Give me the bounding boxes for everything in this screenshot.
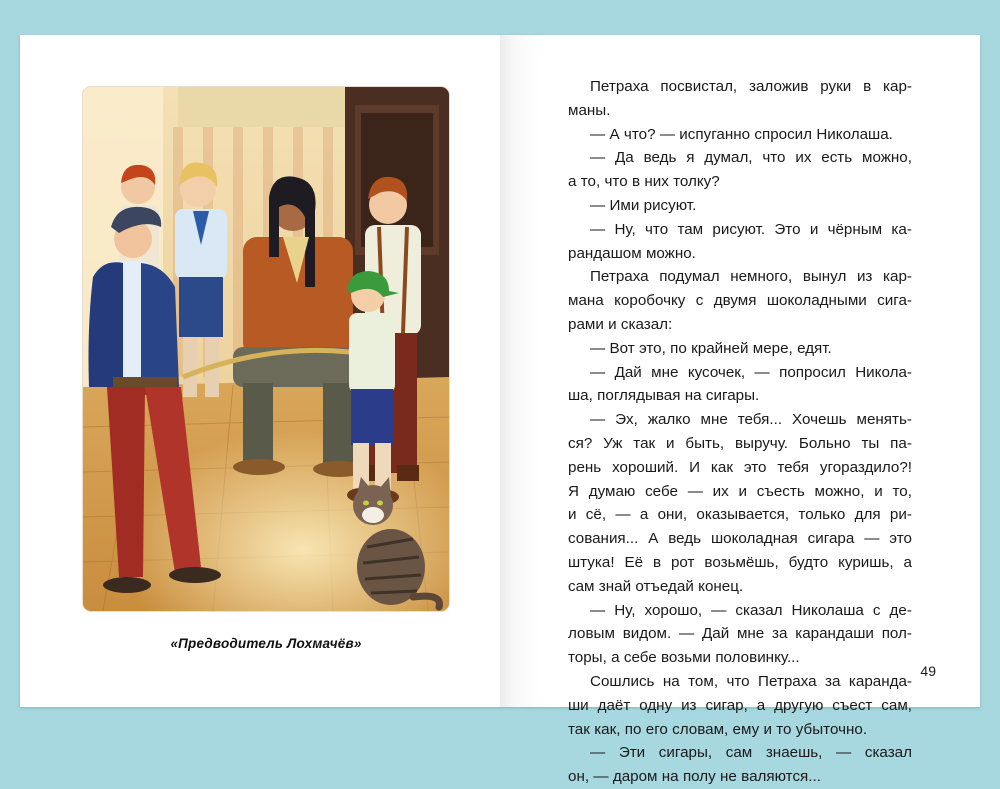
text-line: — А что? — испуганно спросил Николаша. bbox=[590, 125, 893, 143]
text-line: сам знай отъедай конец. bbox=[568, 577, 744, 595]
text-line: — Эх, жалко мне тебя... Хочешь менять- bbox=[590, 411, 912, 429]
book-illustration bbox=[83, 87, 449, 611]
text-line: — Ну, хорошо, — сказал Николаша с де- bbox=[590, 601, 912, 619]
text-line: рень хороший. И как это тебя угораздило?! bbox=[568, 458, 912, 476]
text-line: рами и сказал: bbox=[568, 315, 673, 333]
text-line: ша, поглядывая на сигары. bbox=[568, 387, 760, 405]
text-line: — Ими рисуют. bbox=[590, 196, 697, 214]
text-line: он, — даром на полу не валяются... bbox=[568, 768, 821, 786]
text-line: мана коробочку с двумя шоколадными сига- bbox=[568, 292, 912, 310]
left-page bbox=[20, 35, 500, 707]
text-line: Петраха посвистал, заложив руки в кар- bbox=[590, 78, 912, 95]
text-line: а то, что в них толку? bbox=[568, 173, 720, 191]
text-line: — Вот это, по крайней мере, едят. bbox=[590, 339, 832, 357]
illustration-caption: «Предводитель Лохмачёв» bbox=[170, 636, 362, 651]
text-line: ся? Уж так и быть, выручу. Больно ты па- bbox=[568, 434, 912, 452]
text-line: так как, по его словам, ему и то убыточно. bbox=[568, 720, 868, 738]
illustration-drawing bbox=[83, 87, 449, 611]
text-line: торы, а себе возьми половинку... bbox=[568, 649, 800, 667]
text-line: ловым видом. — Дай мне за карандаши пол- bbox=[568, 625, 912, 643]
page-number: 49 bbox=[920, 663, 936, 679]
right-page bbox=[500, 35, 980, 786]
text-line: Я думаю себе — их и съесть можно, и то, bbox=[568, 482, 912, 500]
text-line: маны. bbox=[568, 101, 611, 119]
text-line: — Эти сигары, сам знаешь, — сказал bbox=[590, 744, 912, 762]
story-text bbox=[568, 75, 912, 789]
text-line: рандашом можно. bbox=[568, 244, 696, 262]
text-line: — Ну, что там рисуют. Это и чёрным ка- bbox=[590, 220, 912, 238]
text-line: — Да ведь я думал, что их есть можно, bbox=[590, 149, 912, 167]
book-spread bbox=[20, 35, 980, 786]
text-line: штука! Её в рот возьмёшь, будто куришь, а bbox=[568, 553, 912, 571]
text-line: Петраха подумал немного, вынул из кар- bbox=[590, 268, 912, 286]
text-line: ши даёт одну из сигар, а другую съест сам, bbox=[568, 696, 912, 714]
text-line: и сё, — а они, оказывается, только для ри- bbox=[568, 506, 912, 524]
text-line: Сошлись на том, что Петраха за каранда- bbox=[590, 672, 912, 690]
text-line: — Дай мне кусочек, — попросил Никола- bbox=[590, 363, 912, 381]
text-line: сования... А ведь шоколадная сигара — это bbox=[568, 530, 912, 548]
